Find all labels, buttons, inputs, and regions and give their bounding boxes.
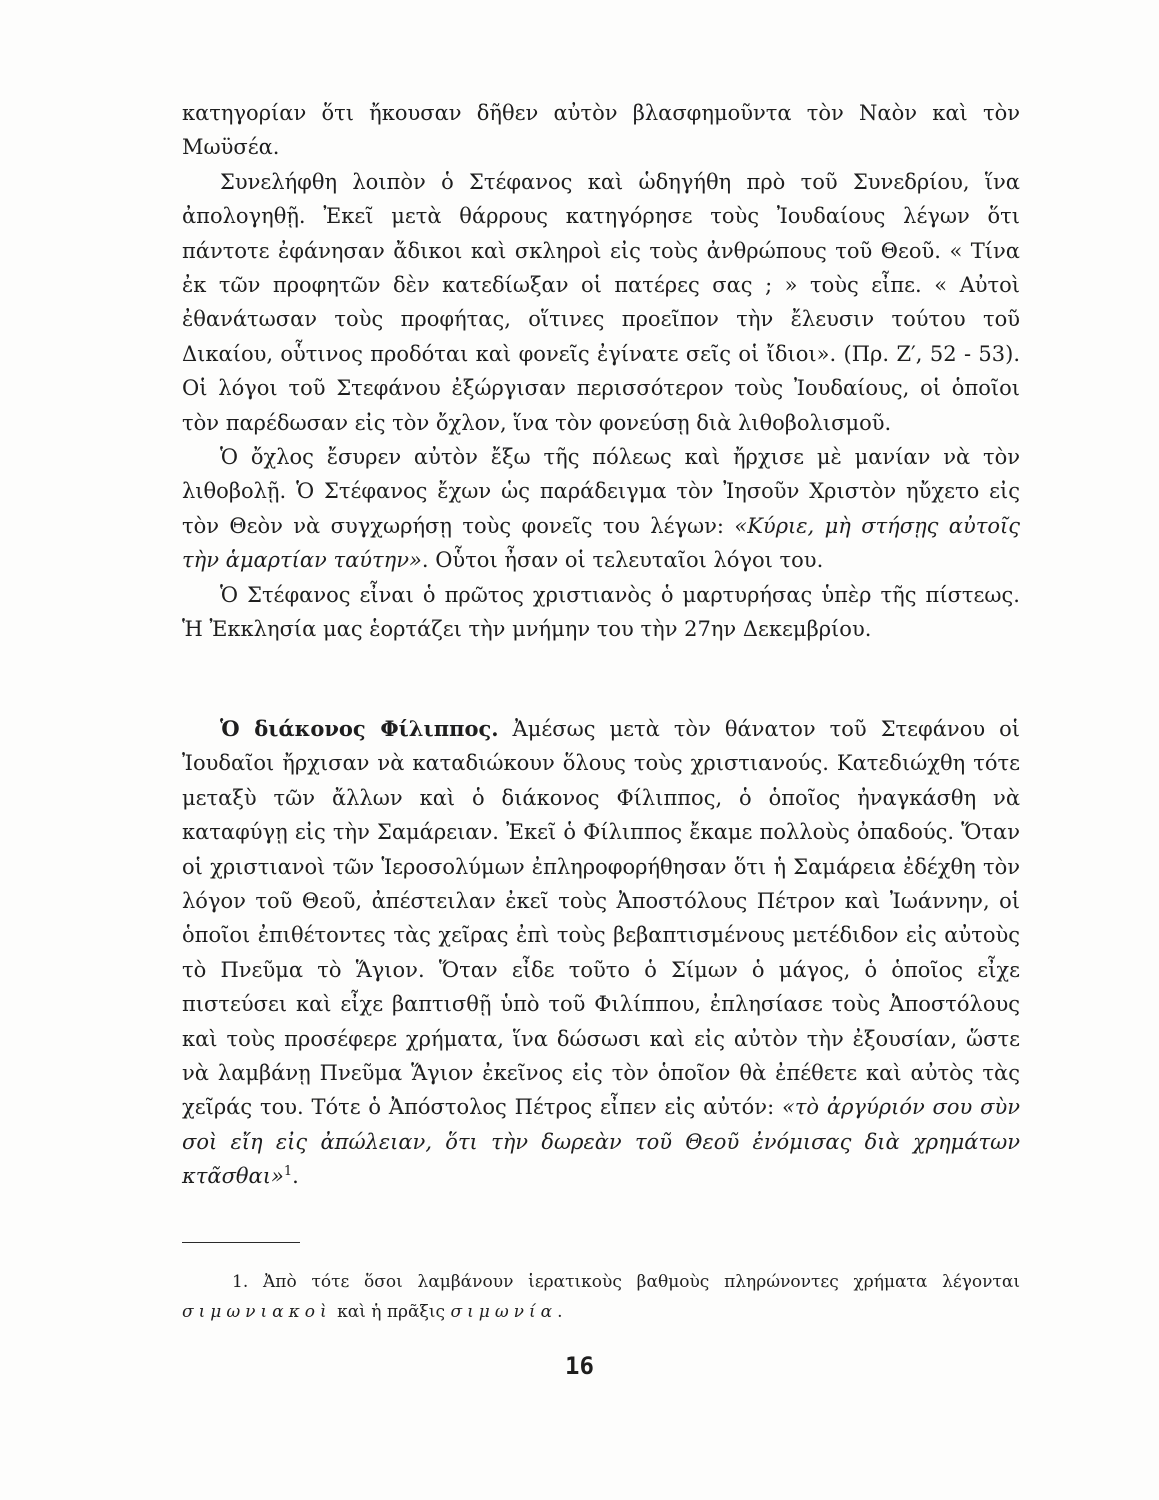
- stoning-text-end: . Οὗτοι ἦσαν οἱ τελευταῖοι λόγοι του.: [421, 548, 824, 573]
- footnote-text-end: .: [557, 1302, 563, 1322]
- footnote-term-simonia: σιμωνία: [450, 1302, 558, 1322]
- footnote: [182, 1267, 1020, 1327]
- paragraph-philip: [182, 712, 1020, 1194]
- footnote-text: Ἀπὸ τότε ὅσοι λαμβάνουν ἱερατικοὺς βαθμοὺς πληρώνοντες χρήματα λέγονται: [248, 1272, 1020, 1292]
- footnote-text-middle: καὶ ἡ πρᾶξις: [331, 1302, 451, 1322]
- stephen-prayer-quote: «Κύριε, μὴ στήσῃς αὐτοῖς τὴν ἁμαρτίαν ταύτην»: [182, 513, 1021, 573]
- peter-quote: «τὸ ἀργύριόν σου σὺν σοὶ εἴη εἰς ἀπώλειαν, ὅτι τὴν δωρεὰν τοῦ Θεοῦ ἐνόμισας διὰ χρημάτων κτᾶσθαι»: [182, 1095, 1020, 1189]
- footnote-term-simoniakoi: σιμωνιακοὶ: [182, 1302, 332, 1322]
- philip-text-end: .: [292, 1164, 299, 1189]
- paragraph-stephen-stoning: [182, 440, 1020, 578]
- stoning-text: Ὁ ὄχλος ἔσυρεν αὐτὸν ἔξω τῆς πόλεως καὶ ἤρχισε μὲ μανίαν νὰ τὸν λιθοβολῇ. Ὁ Στέφανος ἔχων ὡς παράδειγμα τὸν Ἰησοῦν Χριστὸν ηὔχετο εἰς τὸν Θεὸν νὰ συγχωρήσῃ τοὺς φονεῖς του λέγων:: [182, 445, 1020, 538]
- main-text-section-2: [182, 712, 1020, 1194]
- page-number: 16: [565, 1352, 594, 1380]
- paragraph-stephen-arrest: Συνελήφθη λοιπὸν ὁ Στέφανος καὶ ὡδηγήθη πρὸ τοῦ Συνεδρίου, ἵνα ἀπολογηθῇ. Ἐκεῖ μετὰ θάρρους κατηγόρησε τοὺς Ἰουδαίους λέγων ὅτι πάντοτε ἐφάνησαν ἄδικοι καὶ σκληροὶ εἰς τοὺς ἀνθρώπους τοῦ Θεοῦ. « Τίνα ἐκ τῶν προφητῶν δὲν κατεδίωξαν οἱ πατέρες σας ; » τοὺς εἶπε. « Αὐτοὶ ἐθανάτωσαν τοὺς προφήτας, οἵτινες προεῖπον τὴν ἔλευσιν τούτου τοῦ Δικαίου, οὗτινος προδόται καὶ φονεῖς ἐγίνατε σεῖς οἱ ἴδιοι». (Πρ. Ζ′, 52 - 53). Οἱ λόγοι τοῦ Στεφάνου ἐξώργισαν περισσότερον τοὺς Ἰουδαίους, οἱ ὁποῖοι τὸν παρέδωσαν εἰς τὸν ὄχλον, ἵνα τὸν φονεύσῃ διὰ λιθοβολισμοῦ.: [182, 169, 1020, 435]
- footnote-marker: 1.: [232, 1272, 249, 1292]
- main-text-section-1: [182, 96, 1020, 647]
- paragraph-continuation: κατηγορίαν ὅτι ἤκουσαν δῆθεν αὐτὸν βλασφημοῦντα τὸν Ναὸν καὶ τὸν Μωϋσέα.: [182, 101, 1020, 160]
- section-heading-philip: Ὁ διάκονος Φίλιππος.: [220, 716, 499, 741]
- footnote-reference: 1: [283, 1164, 293, 1180]
- footnote-divider: [182, 1242, 300, 1243]
- paragraph-first-martyr: Ὁ Στέφανος εἶναι ὁ πρῶτος χριστιανὸς ὁ μαρτυρήσας ὑπὲρ τῆς πίστεως. Ἡ Ἐκκλησία μας ἑορτάζει τὴν μνήμην του τὴν 27ην Δεκεμβρίου.: [182, 582, 1020, 642]
- philip-text: Ἀμέσως μετὰ τὸν θάνατον τοῦ Στεφάνου οἱ Ἰουδαῖοι ἤρχισαν νὰ καταδιώκουν ὅλους τοὺς χριστιανούς. Κατεδιώχθη τότε μεταξὺ τῶν ἄλλων καὶ ὁ διάκονος Φίλιππος, ὁ ὁποῖος ἠναγκάσθη νὰ καταφύγῃ εἰς τὴν Σαμάρειαν. Ἐκεῖ ὁ Φίλιππος ἔκαμε πολλοὺς ὀπαδούς. Ὅταν οἱ χριστιανοὶ τῶν Ἱεροσολύμων ἐπληροφορήθησαν ὅτι ἡ Σαμάρεια ἐδέχθη τὸν λόγον τοῦ Θεοῦ, ἀπέστειλαν ἐκεῖ τοὺς Ἀποστόλους Πέτρον καὶ Ἰωάννην, οἱ ὁποῖοι ἐπιθέτοντες τὰς χεῖρας ἐπὶ τοὺς βεβαπτισμένους μετέδιδον εἰς αὐτοὺς τὸ Πνεῦμα τὸ Ἅγιον. Ὅταν εἶδε τοῦτο ὁ Σίμων ὁ μάγος, ὁ ὁποῖος εἶχε πιστεύσει καὶ εἶχε βαπτισθῇ ὑπὸ τοῦ Φιλίππου, ἐπλησίασε τοὺς Ἀποστόλους καὶ τοὺς προσέφερε χρήματα, ἵνα δώσωσι καὶ εἰς αὐτὸν τὴν ἐξουσίαν, ὥστε νὰ λαμβάνῃ Πνεῦμα Ἅγιον ἐκεῖνος εἰς τὸν ὁποῖον θὰ ἐπέθετε καὶ αὐτὸς τὰς χεῖράς του. Τότε ὁ Ἀπόστολος Πέτρος εἶπεν εἰς αὐτόν:: [182, 717, 1020, 1120]
